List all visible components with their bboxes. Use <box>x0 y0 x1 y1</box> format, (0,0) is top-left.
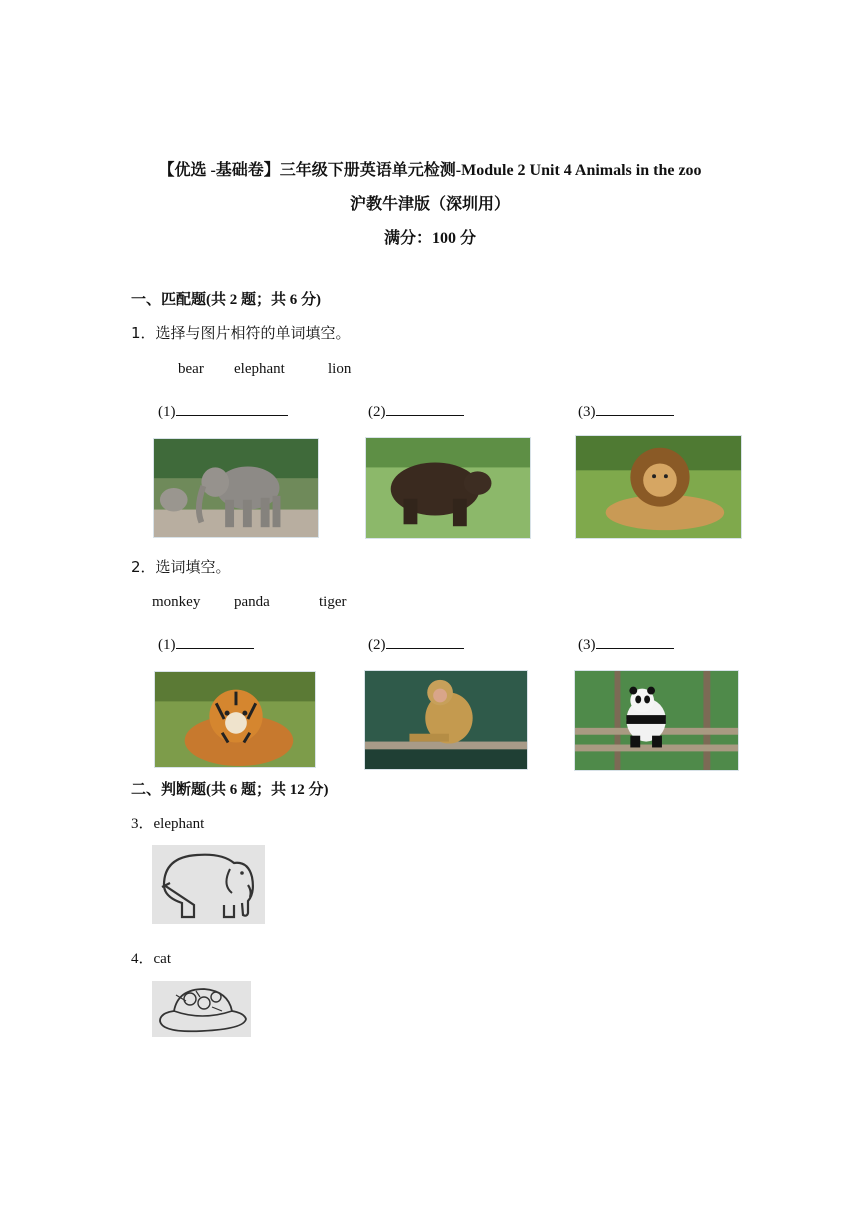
blank-label: (3) <box>578 637 596 653</box>
elephant-sketch <box>152 845 265 924</box>
answer-blank[interactable] <box>578 634 674 654</box>
answer-blank[interactable] <box>158 401 288 421</box>
tiger-photo <box>154 671 316 768</box>
document-title: 【优选 -基础卷】三年级下册英语单元检测-Module 2 Unit 4 Animals in the zoo <box>158 162 702 179</box>
blank-label: (1) <box>158 637 176 653</box>
lion-photo <box>575 435 742 539</box>
bear-photo <box>365 437 531 539</box>
answer-blank[interactable] <box>578 401 674 421</box>
panda-photo <box>574 670 739 771</box>
question-3-word: elephant <box>153 816 205 832</box>
question-1-prompt: 选择与图片相符的单词填空。 <box>155 324 351 342</box>
monkey-photo <box>364 670 528 770</box>
question-4 <box>131 947 171 968</box>
question-2-number: 2． <box>131 558 156 576</box>
question-3-number: 3． <box>131 816 154 832</box>
word-bank-1-item: lion <box>328 361 352 377</box>
answer-blank[interactable] <box>368 401 464 421</box>
blank-label: (1) <box>158 404 176 420</box>
question-2-prompt: 选词填空。 <box>155 558 231 576</box>
blank-label: (2) <box>368 404 386 420</box>
section-1-heading: 一、匹配题(共 2 题；共 6 分) <box>131 292 321 308</box>
blank-label: (3) <box>578 404 596 420</box>
word-bank-2-item: tiger <box>319 594 347 610</box>
question-4-word: cat <box>153 951 171 967</box>
blank-label: (2) <box>368 637 386 653</box>
question-3 <box>131 812 204 833</box>
full-score: 满分：100 分 <box>383 230 476 247</box>
elephant-photo <box>153 438 319 538</box>
section-2-heading: 二、判断题(共 6 题；共 12 分) <box>131 782 329 798</box>
word-bank-1-item: elephant <box>234 361 285 377</box>
question-2 <box>131 556 231 577</box>
document-subtitle: 沪教牛津版（深圳用） <box>349 196 510 213</box>
answer-blank[interactable] <box>368 634 464 654</box>
question-4-number: 4． <box>131 951 154 967</box>
word-bank-2-item: monkey <box>152 594 201 610</box>
word-bank-1-item: bear <box>178 361 204 377</box>
word-bank-2-item: panda <box>234 594 270 610</box>
question-1 <box>131 322 351 343</box>
question-1-number: 1． <box>131 324 156 342</box>
hat-sketch <box>152 981 251 1037</box>
answer-blank[interactable] <box>158 634 254 654</box>
